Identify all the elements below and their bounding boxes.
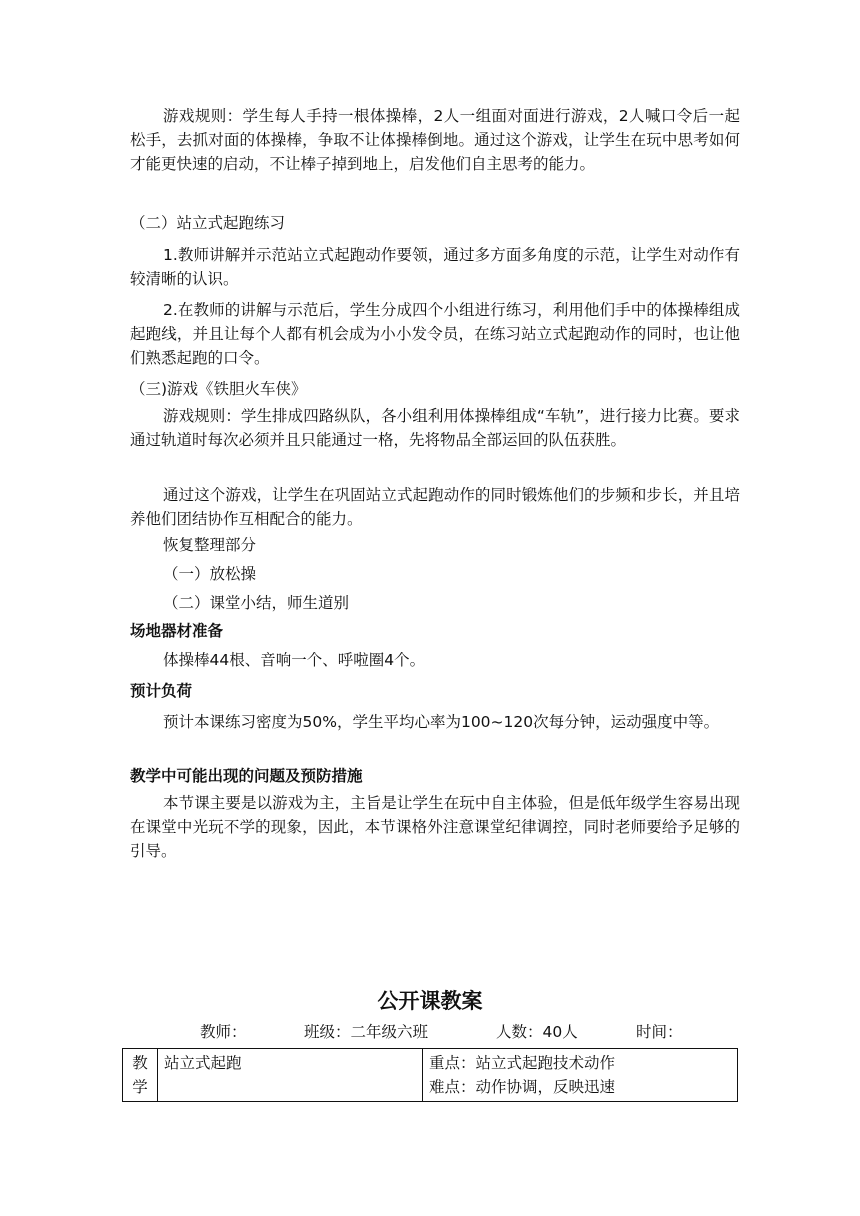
paragraph-game-rules-2: 游戏规则：学生排成四路纵队，各小组利用体操棒组成“车轨”，进行接力比赛。要求通过轨道时每次必须并且只能通过一格，先将物品全部运回的队伍获胜。 [130,407,740,449]
paragraph-problems: 本节课主要是以游戏为主，主旨是让学生在玩中自主体验，但是低年级学生容易出现在课堂中光玩不学的现象，因此，本节课格外注意课堂纪律调控，同时老师要给予足够的引导。 [130,794,740,860]
paragraph-expected-load: 预计本课练习密度为50%，学生平均心率为100~120次每分钟，运动强度中等。 [163,713,720,731]
table-cell-key-points [423,1049,738,1102]
item-relax-exercise: （一）放松操 [163,565,257,583]
section-expected-load: 预计负荷 [130,682,193,700]
table-row [123,1049,738,1102]
class-label: 班级：二年级六班 [304,1023,429,1041]
topic-text: 站立式起跑 [164,1054,242,1072]
time-label: 时间： [636,1023,683,1041]
paragraph-teacher-demo: 1.教师讲解并示范站立式起跑动作要领，通过多方面多角度的示范，让学生对动作有较清晰的认识。 [130,246,740,288]
section-equipment: 场地器材准备 [130,622,224,640]
heading-recovery: 恢复整理部分 [163,536,257,554]
paragraph-game-rules-1: 游戏规则：学生每人手持一根体操棒，2人一组面对面进行游戏，2人喊口令后一起松手，去抓对面的体操棒，争取不让体操棒倒地。通过这个游戏，让学生在玩中思考如何才能更快速的启动，不让棒子掉到地上，启发他们自主思考的能力。 [130,107,740,173]
count-label: 人数：40人 [496,1023,578,1041]
paragraph-equipment: 体操棒44根、音响一个、呼啦圈4个。 [163,651,426,669]
table-cell-topic [158,1049,423,1102]
heading-standing-start-practice: （二）站立式起跑练习 [130,214,286,232]
lesson-plan-title: 公开课教案 [377,989,483,1013]
key-point-text: 重点：站立式起跑技术动作 [429,1054,616,1072]
lesson-plan-table [122,1048,738,1102]
item-class-summary: （二）课堂小结，师生道别 [163,594,350,612]
paragraph-group-practice: 2.在教师的讲解与示范后，学生分成四个小组进行练习，利用他们手中的体操棒组成起跑线，并且让每个人都有机会成为小小发令员，在练习站立式起跑动作的同时，也让他们熟悉起跑的口令。 [130,301,740,367]
difficulty-text: 难点：动作协调，反映迅速 [429,1078,616,1096]
teacher-label: 教师： [200,1023,247,1041]
paragraph-game-purpose: 通过这个游戏，让学生在巩固站立式起跑动作的同时锻炼他们的步频和步长，并且培养他们团结协作互相配合的能力。 [130,486,740,528]
heading-game-train: （三)游戏《铁胆火车侠》 [130,380,307,398]
section-problems: 教学中可能出现的问题及预防措施 [130,767,363,785]
category-char-2: 学 [132,1078,148,1096]
table-cell-category [123,1049,158,1102]
category-char-1: 教 [132,1054,148,1072]
